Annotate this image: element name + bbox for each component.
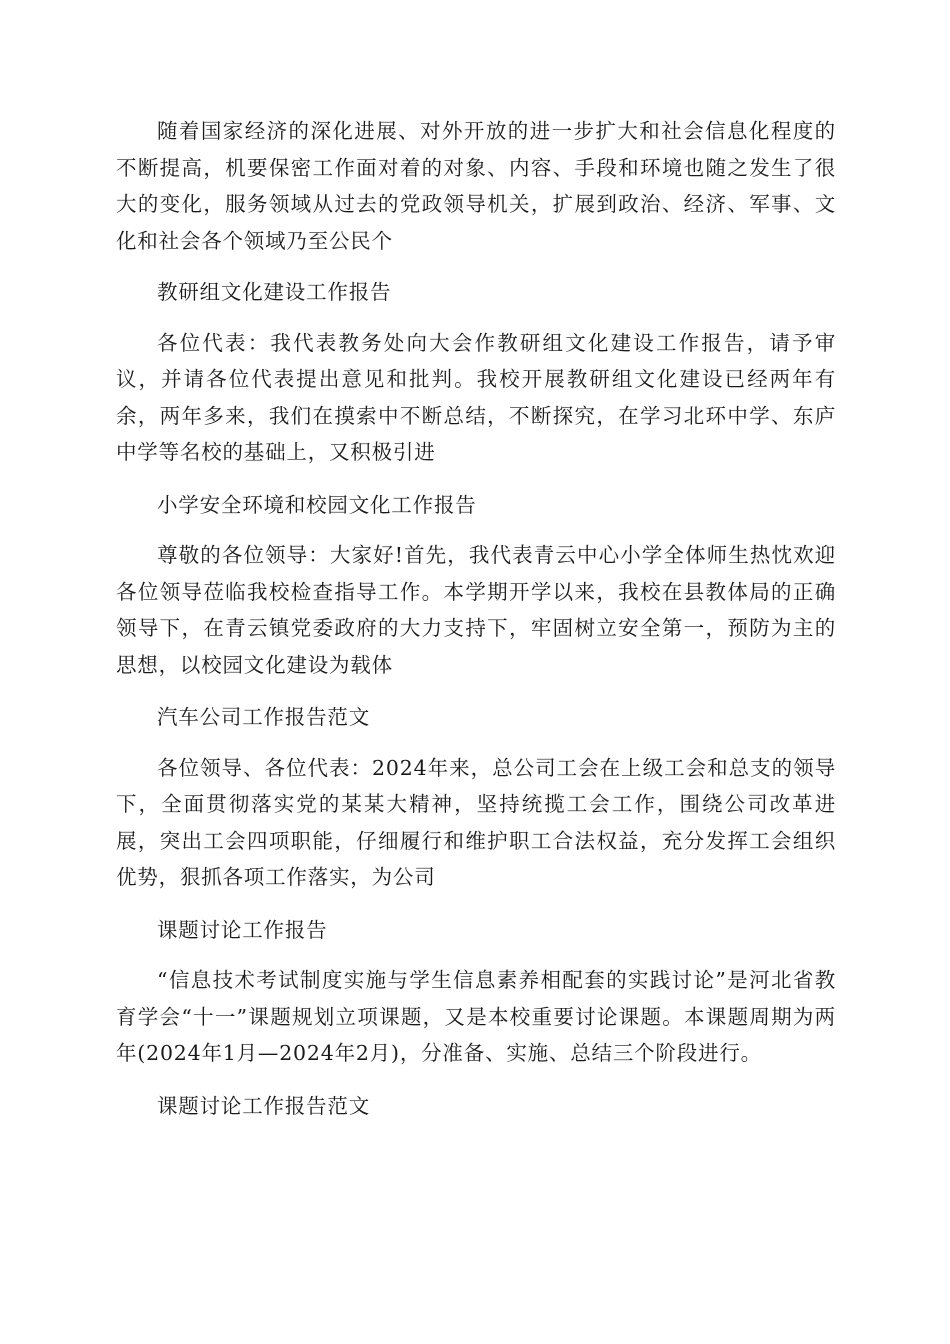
heading-research-topic-report-sample: 课题讨论工作报告范文 — [157, 1093, 370, 1118]
heading-research-topic-report: 课题讨论工作报告 — [157, 917, 328, 942]
document-body — [116, 113, 836, 1124]
paragraph-research-topic-report: “信息技术考试制度实施与学生信息素养相配套的实践讨论”是河北省教育学会“十一”课题规划立项课题，又是本校重要讨论课题。本课题周期为两年(2024年1月—2024年2月)，分准备、实施、总结三个阶段进行。 — [116, 968, 836, 1065]
heading-school-safety-culture-report: 小学安全环境和校园文化工作报告 — [157, 492, 477, 517]
heading-teaching-group-culture-report: 教研组文化建设工作报告 — [157, 280, 392, 304]
paragraph-confidential-work-intro: 随着国家经济的深化进展、对外开放的进一步扩大和社会信息化程度的不断提高，机要保密工作面对着的对象、内容、手段和环境也随之发生了很大的变化，服务领域从过去的党政领导机关，扩展到政治、经济、军事、文化和社会各个领域乃至公民个 — [116, 119, 836, 253]
paragraph-teaching-group-culture-report: 各位代表：我代表教务处向大会作教研组文化建设工作报告，请予审议，并请各位代表提出意见和批判。我校开展教研组文化建设已经两年有余，两年多来，我们在摸索中不断总结，不断探究，在学习北环中学、东庐中学等名校的基础上，又积极引进 — [116, 330, 836, 464]
heading-auto-company-report: 汽车公司工作报告范文 — [157, 705, 370, 729]
paragraph-school-safety-culture-report: 尊敬的各位领导：大家好!首先，我代表青云中心小学全体师生热忱欢迎各位领导莅临我校检查指导工作。本学期开学以来，我校在县教体局的正确领导下，在青云镇党委政府的大力支持下，牢固树立安全第一，预防为主的思想，以校园文化建设为载体 — [116, 543, 836, 677]
paragraph-auto-company-report: 各位领导、各位代表：2024年来，总公司工会在上级工会和总支的领导下，全面贯彻落实党的某某大精神，坚持统揽工会工作，围绕公司改革进展，突出工会四项职能，仔细履行和维护职工合法权益，充分发挥工会组织优势，狠抓各项工作落实，为公司 — [116, 755, 836, 889]
